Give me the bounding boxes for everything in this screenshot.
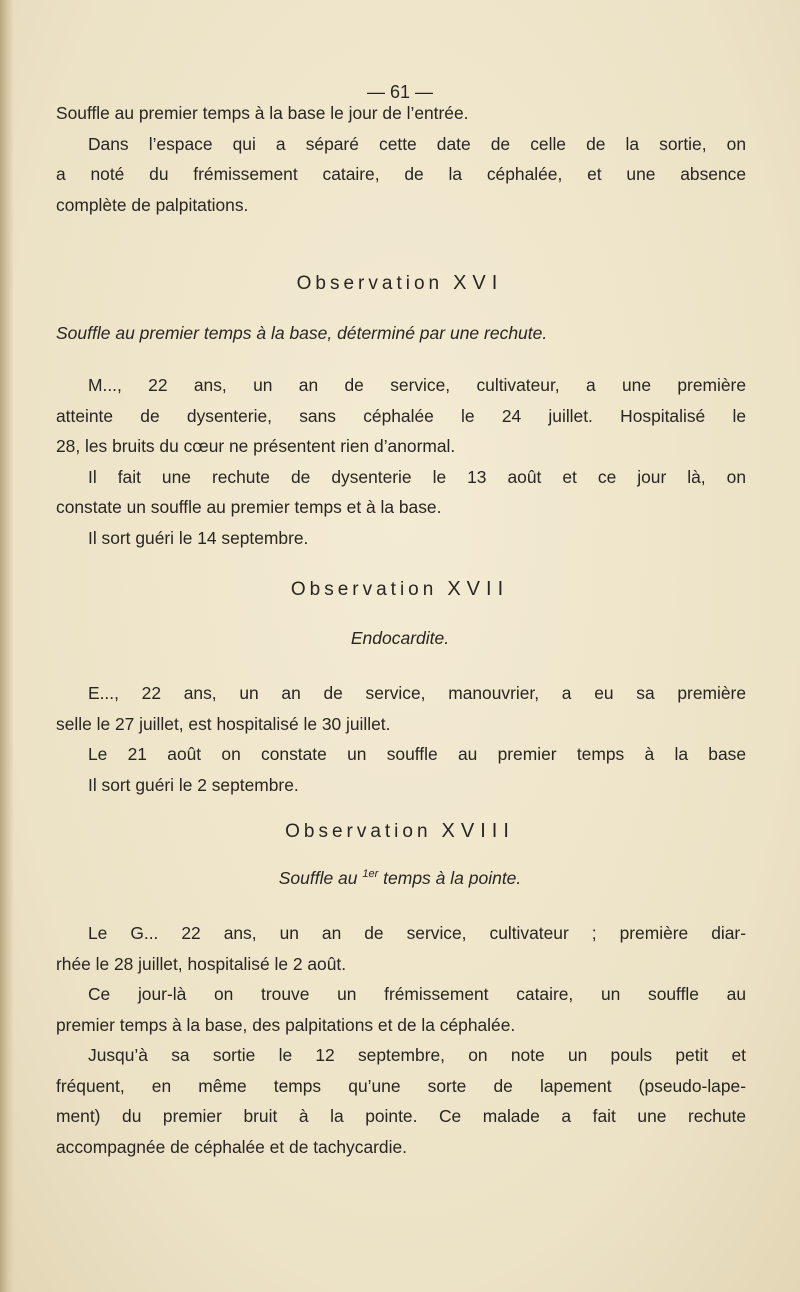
intro-paragraph — [56, 98, 746, 220]
body-line: fréquent, en même temps qu’une sorte de lapement (pseudo-lape- — [56, 1075, 746, 1096]
body-line: M..., 22 ans, un an de service, cultivateur, a une première — [88, 375, 746, 395]
body-line: E..., 22 ans, un an de service, manouvrier, a eu sa première — [88, 683, 746, 703]
intro-line: a noté du frémissement cataire, de la céphalée, et une absence — [56, 164, 746, 184]
intro-line: Souffle au premier temps à la base le jour de l’entrée. — [56, 103, 469, 123]
subtitle-text: temps à la pointe. — [378, 868, 522, 888]
observation-word: Observation — [285, 821, 432, 842]
body-line: Il fait une rechute de dysenterie le 13 août et ce jour là, on — [88, 466, 746, 487]
observation-number: XVIII — [441, 820, 515, 842]
observation-16-heading — [0, 272, 800, 295]
observation-word: Observation — [290, 579, 438, 600]
subtitle-text: Souffle au — [278, 868, 363, 888]
observation-17-heading — [0, 578, 800, 601]
observation-18-body — [56, 918, 746, 1162]
observation-18-subtitle — [0, 868, 800, 889]
body-line: 28, les bruits du cœur ne présentent rien d’anormal. — [56, 436, 456, 456]
body-line: accompagnée de céphalée et de tachycardie. — [56, 1136, 407, 1157]
observation-16-subtitle: Souffle au premier temps à la base, déterminé par une rechute. — [56, 323, 548, 343]
body-line: Jusqu’à sa sortie le 12 septembre, on note un pouls petit et — [88, 1045, 746, 1065]
intro-line: Dans l’espace qui a séparé cette date de celle de la sortie, on — [88, 133, 746, 154]
body-line: premier temps à la base, des palpitations et de la céphalée. — [56, 1014, 516, 1035]
body-line: Le G... 22 ans, un an de service, cultivateur ; première diar- — [88, 923, 746, 943]
body-line: constate un souffle au premier temps et à la base. — [56, 497, 442, 517]
observation-word: Observation — [296, 273, 444, 294]
observation-17-body — [56, 678, 746, 800]
intro-line: complète de palpitations. — [56, 194, 249, 215]
observation-16-body — [56, 370, 746, 553]
subtitle-superscript: 1er — [362, 868, 379, 881]
body-line: ment) du premier bruit à la pointe. Ce malade a fait une rechute — [56, 1106, 746, 1126]
body-line: Il sort guéri le 14 septembre. — [88, 527, 309, 548]
observation-number: XVII — [447, 578, 510, 600]
observation-18-heading — [0, 820, 800, 843]
body-line: Il sort guéri le 2 septembre. — [88, 774, 299, 795]
body-line: selle le 27 juillet, est hospitalisé le 30 juillet. — [56, 713, 391, 734]
observation-number: XVI — [453, 272, 504, 294]
body-line: Ce jour-là on trouve un frémissement cataire, un souffle au — [88, 984, 746, 1004]
body-line: Le 21 août on constate un souffle au premier temps à la base — [88, 744, 746, 764]
body-line: atteinte de dysenterie, sans céphalée le 24 juillet. Hospitalisé le — [56, 405, 746, 426]
body-line: rhée le 28 juillet, hospitalisé le 2 août. — [56, 953, 347, 974]
page-number: — 61 — — [366, 82, 434, 102]
observation-17-subtitle: Endocardite. — [350, 628, 450, 648]
